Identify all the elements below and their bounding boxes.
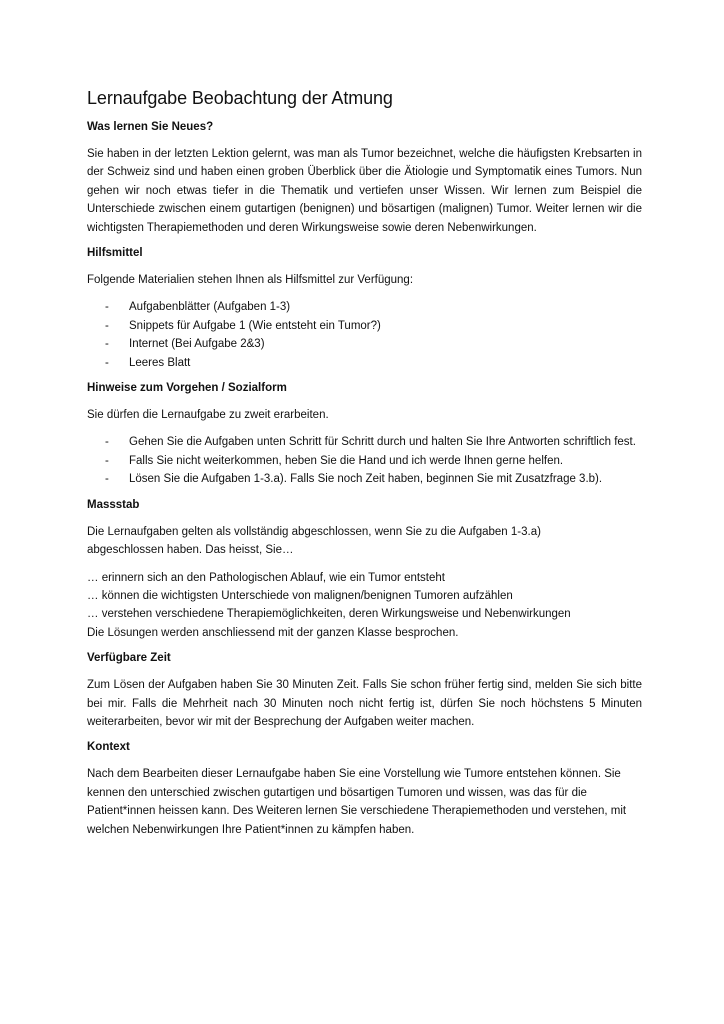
paragraph-massstab-intro: Die Lernaufgaben gelten als vollständig abgeschlossen, wenn Sie zu die Aufgaben 1-3.a) abgeschlossen haben. Das heisst, Sie… xyxy=(87,525,541,557)
heading-was-lernen-sie-neues: Was lernen Sie Neues? xyxy=(87,121,214,133)
list-item xyxy=(87,317,642,335)
list-item-text: Falls Sie nicht weiterkommen, heben Sie die Hand und ich werde Ihnen gerne helfen. xyxy=(129,454,564,467)
paragraph-was-lernen-sie-neues: Sie haben in der letzten Lektion gelernt, was man als Tumor bezeichnet, welche die häufigsten Krebsarten in der Schweiz sind und haben einen groben Überblick über die Ätiologie und Symptomatik eines Tumors. Nun gehen wir noch etwas tiefer in die Thematik und vertiefen unser Wissen. Wir lernen zum Beispiel die Unterschiede zwischen einem gutartigen (benignen) und bösartigen (malignen) Tumor. Weiter lernen wir die wichtigsten Therapiemethoden und deren Wirkungsweise sowie deren Nebenwirkungen. xyxy=(87,148,642,234)
list-item-text: Aufgabenblätter (Aufgaben 1-3) xyxy=(129,301,291,314)
document-page xyxy=(87,86,642,848)
dash-bullet: - xyxy=(105,338,109,351)
heading-verfuegbare-zeit: Verfügbare Zeit xyxy=(87,652,171,665)
dash-bullet: - xyxy=(105,436,109,449)
document-title: Lernaufgabe Beobachtung der Atmung xyxy=(87,88,393,108)
list-item-text: Internet (Bei Aufgabe 2&3) xyxy=(129,338,265,351)
list-item xyxy=(87,298,642,316)
massstab-line: … verstehen verschiedene Therapiemöglichkeiten, deren Wirkungsweise und Nebenwirkungen xyxy=(87,608,571,621)
dash-bullet: - xyxy=(105,473,109,486)
dash-bullet: - xyxy=(105,301,109,314)
paragraph-verfuegbare-zeit: Zum Lösen der Aufgaben haben Sie 30 Minuten Zeit. Falls Sie schon früher fertig sind, melden Sie sich bitte bei mir. Falls die Mehrheit nach 30 Minuten noch nicht fertig ist, dürfen Sie noch höchstens 5 Minuten weiterarbeiten, bevor wir mit der Besprechung der Aufgaben weiter machen. xyxy=(87,679,642,728)
dash-bullet: - xyxy=(105,319,109,332)
massstab-line: Die Lösungen werden anschliessend mit der ganzen Klasse besprochen. xyxy=(87,626,459,639)
list-item-text: Leeres Blatt xyxy=(129,356,191,369)
list-vorgehen xyxy=(87,433,642,488)
dash-bullet: - xyxy=(105,454,109,467)
dash-bullet: - xyxy=(105,356,109,369)
list-item-text: Snippets für Aufgabe 1 (Wie entsteht ein Tumor?) xyxy=(129,319,381,332)
massstab-line: … können die wichtigsten Unterschiede von malignen/benignen Tumoren aufzählen xyxy=(87,589,513,602)
massstab-lines xyxy=(87,569,642,643)
heading-hilfsmittel: Hilfsmittel xyxy=(87,247,143,260)
list-item-text: Lösen Sie die Aufgaben 1-3.a). Falls Sie noch Zeit haben, beginnen Sie mit Zusatzfrage 3.b). xyxy=(129,473,603,486)
paragraph-hilfsmittel-intro: Folgende Materialien stehen Ihnen als Hilfsmittel zur Verfügung: xyxy=(87,274,414,287)
heading-hinweise-vorgehen: Hinweise zum Vorgehen / Sozialform xyxy=(87,382,287,395)
list-item-text: Gehen Sie die Aufgaben unten Schritt für Schritt durch und halten Sie Ihre Antworten schriftlich fest. xyxy=(129,436,636,449)
list-item xyxy=(87,452,642,470)
paragraph-vorgehen-intro: Sie dürfen die Lernaufgabe zu zweit erarbeiten. xyxy=(87,409,329,422)
list-item xyxy=(87,470,642,488)
paragraph-kontext: Nach dem Bearbeiten dieser Lernaufgabe haben Sie eine Vorstellung wie Tumore entstehen können. Sie kennen den unterschied zwischen gutartigen und bösartigen Tumoren und wissen, was das für die Patient*innen heissen kann. Des Weiteren lernen Sie verschiedene Therapiemethoden und verstehen, mit welchen Nebenwirkungen Ihre Patient*innen zu kämpfen haben. xyxy=(87,768,627,836)
heading-massstab: Massstab xyxy=(87,498,140,511)
list-hilfsmittel xyxy=(87,298,642,372)
heading-kontext: Kontext xyxy=(87,741,130,754)
list-item xyxy=(87,433,642,451)
list-item xyxy=(87,335,642,353)
massstab-line: … erinnern sich an den Pathologischen Ablauf, wie ein Tumor entsteht xyxy=(87,571,445,584)
list-item xyxy=(87,354,642,372)
